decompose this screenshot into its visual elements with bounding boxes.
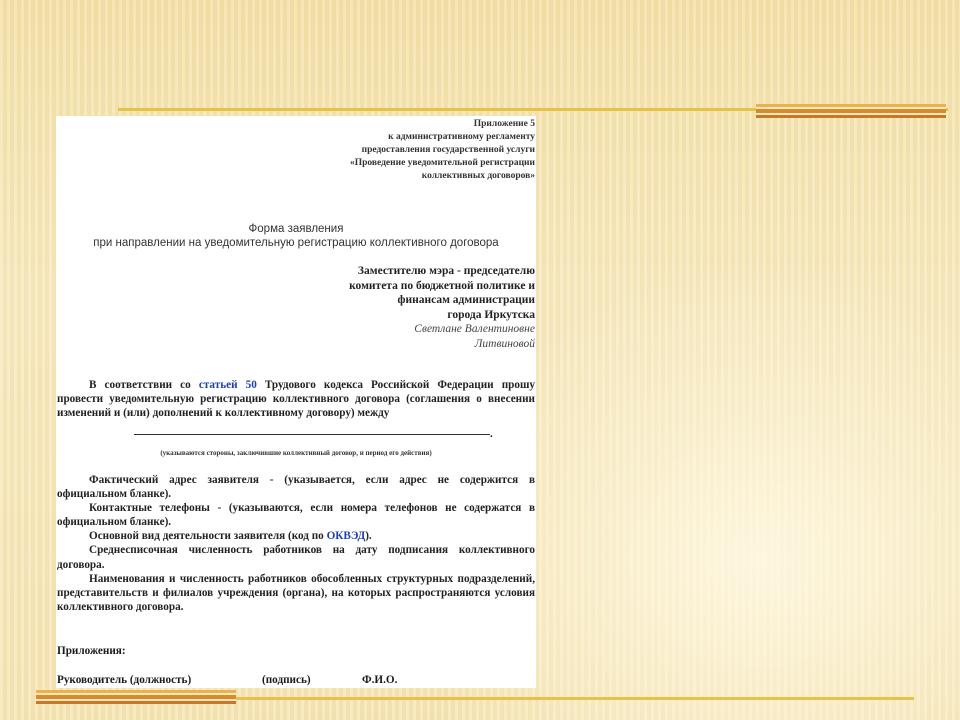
details-block (57, 473, 535, 614)
signature-label: (подпись) (262, 674, 311, 686)
header-line: предоставления государственной услуги (361, 145, 535, 155)
header-line: к административному регламенту (388, 132, 535, 142)
addressee-name: Светлане Валентиновне (414, 323, 535, 335)
intro-paragraph (57, 378, 535, 420)
article-50-link[interactable]: статьей 50 (198, 379, 257, 391)
activity-paragraph (57, 529, 535, 543)
parties-blank-line (134, 434, 490, 435)
fio-label: Ф.И.О. (362, 674, 398, 686)
okved-link[interactable]: ОКВЭД (326, 530, 366, 543)
activity-text-end: ). (365, 530, 372, 543)
addressee-line: финансам администрации (397, 294, 535, 306)
headcount-paragraph: Среднесписочная численность работников на дату подписания коллективного договора. (57, 544, 535, 571)
signature-row (57, 674, 397, 686)
top-decorative-bar (756, 104, 946, 118)
addressee-line: Заместителю мэра - председателю (357, 265, 535, 277)
document-page (56, 116, 536, 688)
header-line: коллективных договоров» (421, 171, 535, 181)
activity-text: Основной вид деятельности заявителя (код по (89, 530, 327, 543)
form-title-line1: Форма заявления (248, 223, 344, 235)
blank-line-end: . (490, 428, 493, 440)
attachments-label: Приложения: (57, 645, 126, 657)
addressee-line: города Иркутска (447, 308, 535, 321)
head-position-label: Руководитель (должность) (57, 674, 192, 686)
branches-paragraph: Наименования и численность работников обособленных структурных подразделений, представительств и филиалов учреждения (органа), на которых распространяются условия коллективного договора. (57, 572, 535, 613)
address-paragraph: Фактический адрес заявителя - (указывается, если адрес не содержится в официальном бланке). (57, 474, 535, 501)
addressee-surname: Литвиновой (474, 337, 535, 350)
header-line: Приложение 5 (473, 119, 535, 129)
intro-text-rest: Трудового кодекса Российской Федерации прошу провести уведомительную регистрацию коллективного договора (соглашения о внесении изменений и (или) дополнений к коллективному договору) между (57, 379, 535, 420)
intro-text: В соответствии со (89, 379, 199, 391)
header-line: «Проведение уведомительной регистрации (349, 158, 535, 168)
form-title-line2: при направлении на уведомительную регистрацию коллективного договора (93, 237, 499, 249)
phones-paragraph: Контактные телефоны - (указываются, если номера телефонов не содержатся в официальном бланке). (57, 502, 535, 529)
addressee-block (349, 264, 535, 351)
bottom-decorative-bar (36, 690, 236, 704)
addressee-line: комитета по бюджетной политике и (349, 279, 535, 292)
parties-blank-hint: (указываются стороны, заключившие коллективный договор, и период его действия) (160, 449, 432, 457)
appendix-header (350, 118, 535, 183)
form-title (56, 222, 536, 250)
